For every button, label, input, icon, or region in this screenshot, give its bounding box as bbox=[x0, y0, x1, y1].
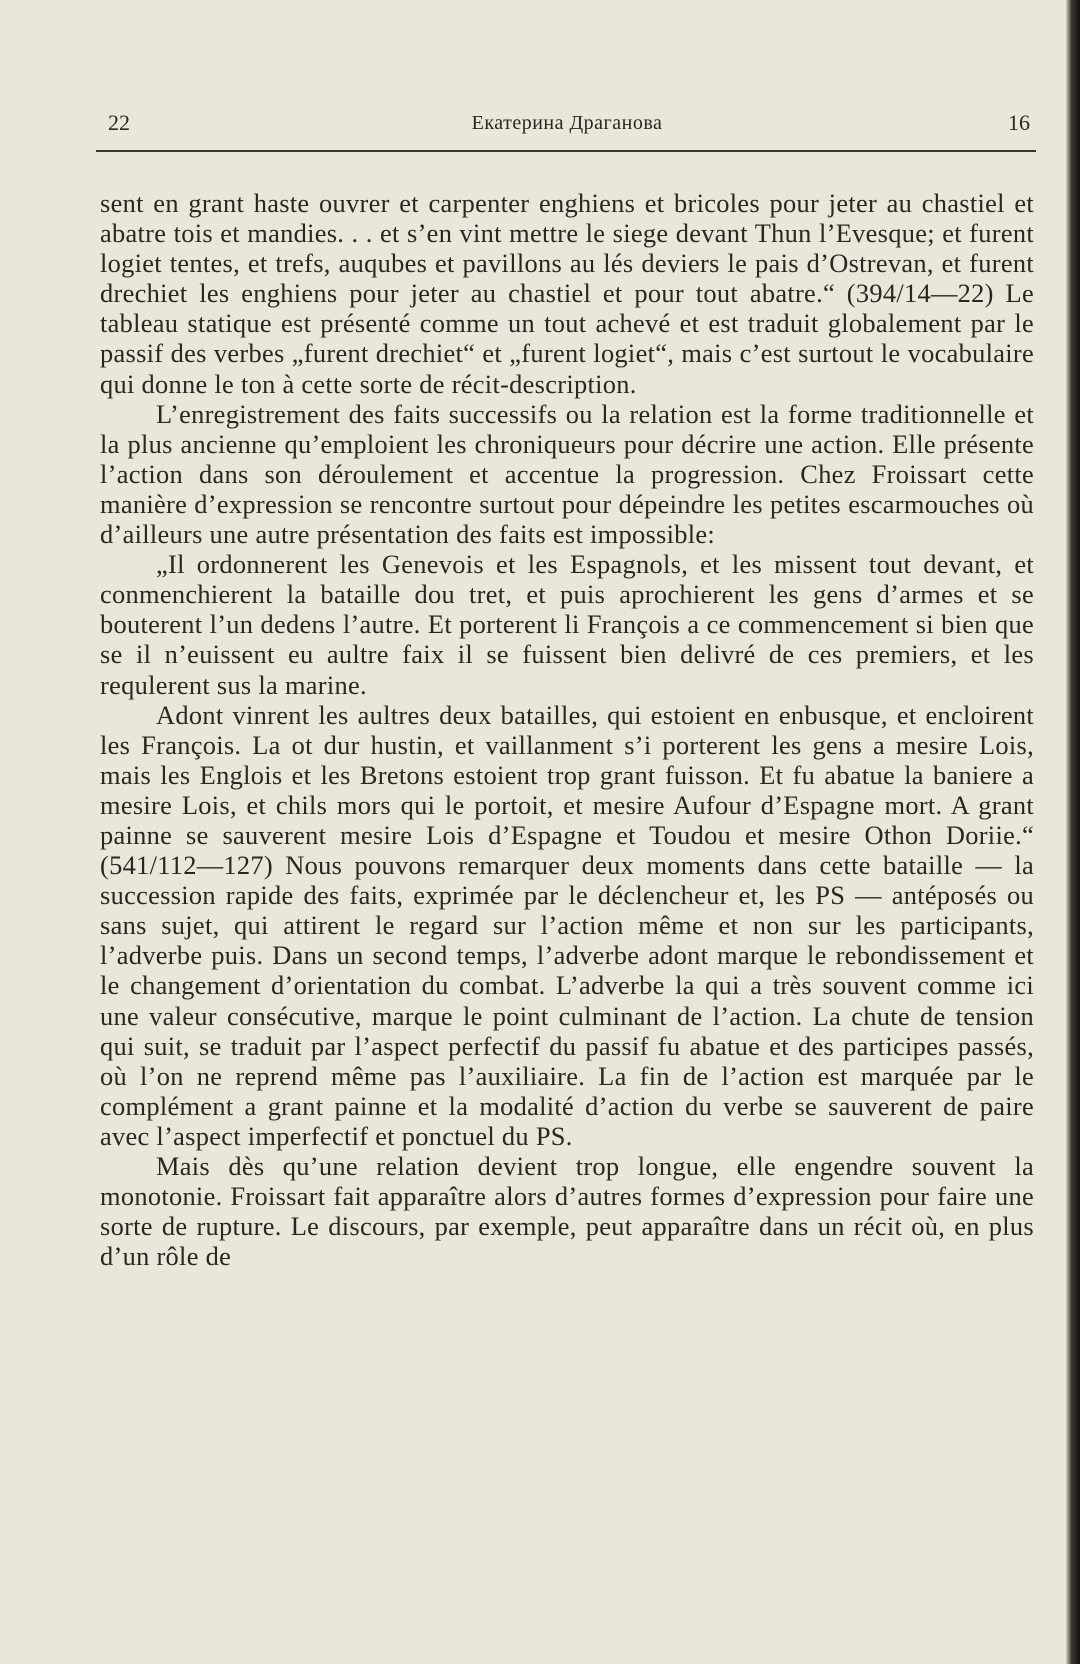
page-edge-shadow bbox=[1066, 0, 1080, 1664]
signature-mark: 16 bbox=[1008, 110, 1030, 135]
paragraph: L’enregistrement des faits successifs ou la relation est la forme traditionnelle et la plus ancienne qu’emploient les chroniqueurs pour décrire une action. Elle présente l’action dans son déroulement et accentue la progression. Chez Froissart cette manière d’expression se rencontre surtout pour dépeindre les petites escarmouches où d’ailleurs une autre présentation des faits est impossible: bbox=[100, 398, 1034, 550]
paragraph: „Il ordonnerent les Genevois et les Espagnols, et les missent tout devant, et conmenchierent la bataille dou tret, et puis aprochierent les gens d’armes et se bouterent l’un dedens l’autre. Et porterent li François a ce commencement si bien que se il n’euissent eu aultre faix il se fuissent bien delivré de ces premiers, et les requlerent sus la marine. bbox=[100, 549, 1034, 700]
paragraph: Mais dès qu’une relation devient trop longue, elle engendre souvent la monotonie. Froissart fait apparaître alors d’autres formes d’expression pour faire une sorte de rupture. Le discours, par exemple, peut apparaître dans un récit où, en plus d’un rôle de bbox=[100, 1151, 1034, 1272]
running-header bbox=[100, 110, 1034, 144]
paragraph: sent en grant haste ouvrer et carpenter enghiens et bricoles pour jeter au chastiel et abatre tois et mandies. . . et s’en vint mettre le siege devant Thun l’Evesque; et furent logiet tentes, et trefs, auqubes et pavillons au lés deviers le pais d’Ostrevan, et furent drechiet les enghiens pour jeter au chastiel et pour tout abatre.“ (394/14—22) Le tableau statique est présenté comme un tout achevé et est traduit globalement par le passif des verbes „furent drechiet“ et „furent logiet“, mais c’est surtout le vocabulaire qui donne le ton à cette sorte de récit-description. bbox=[100, 188, 1034, 399]
paragraph: Adont vinrent les aultres deux batailles, qui estoient en enbusque, et encloirent les François. La ot dur hustin, et vaillanment s’i porterent les gens a mesire Lois, mais les Englois et les Bretons estoient trop grant fuisson. Et fu abatue la baniere a mesire Lois, et chils mors qui le portoit, et mesire Aufour d’Espagne mort. A grant painne se sauverent mesire Lois d’Espagne et Toudou et mesire Othon Doriie.“ (541/112—127) Nous pouvons remarquer deux moments dans cette bataille — la succession rapide des faits, exprimée par le déclencheur et, les PS — antéposés ou sans sujet, qui attirent le regard sur l’action même et non sur les participants, l’adverbe puis. Dans un second temps, l’adverbe adont marque le rebondissement et le changement d’orientation du combat. L’adverbe la qui a très souvent comme ici une valeur consécutive, marque le point culminant de l’action. La chute de tension qui suit, se traduit par l’aspect perfectif du passif fu abatue et des participes passés, où l’on ne reprend même pas l’auxiliaire. La fin de l’action est marquée par le complément a grant painne et la modalité d’action du verbe se sauverent de paire avec l’aspect imperfectif et ponctuel du PS. bbox=[100, 699, 1034, 1151]
running-title: Екатерина Драганова bbox=[471, 112, 663, 134]
book-page bbox=[100, 0, 1034, 1664]
body-text bbox=[100, 188, 1034, 1271]
header-rule bbox=[96, 150, 1036, 152]
page-number: 22 bbox=[108, 110, 130, 135]
